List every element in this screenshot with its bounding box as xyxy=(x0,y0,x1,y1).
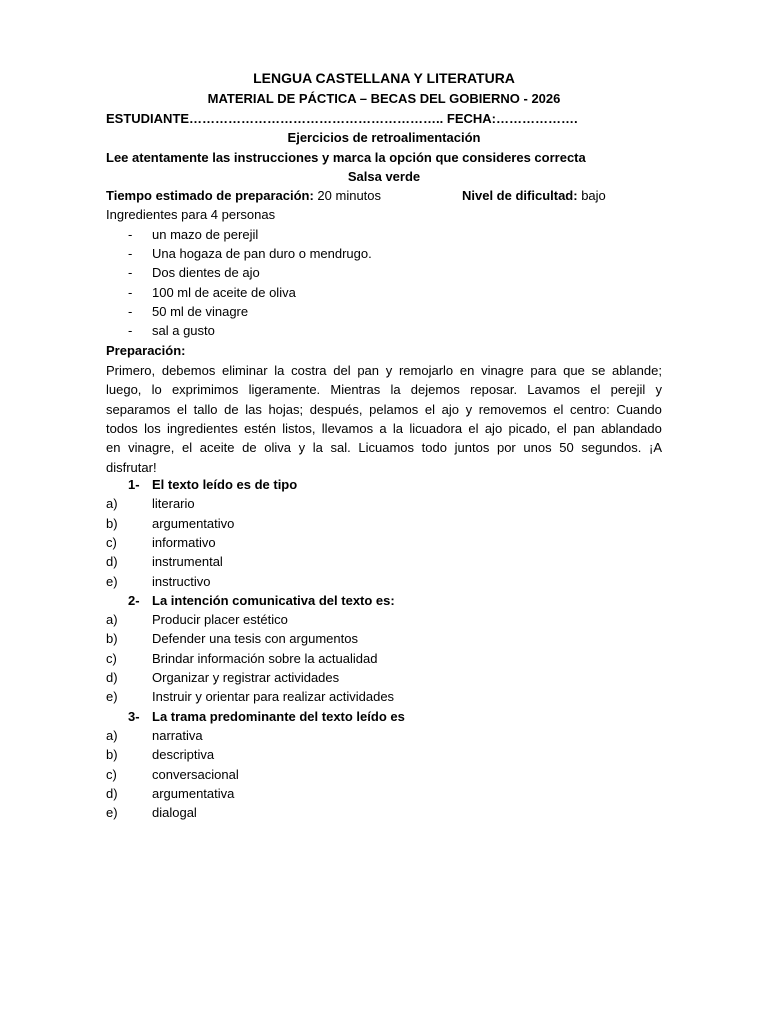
option-text: instrumental xyxy=(152,554,223,570)
option-letter: b) xyxy=(106,631,118,647)
option-letter: e) xyxy=(106,689,118,705)
option-letter: a) xyxy=(106,612,118,628)
dash-bullet-icon: - xyxy=(128,323,133,338)
time-label: Tiempo estimado de preparación: xyxy=(106,188,314,203)
option-letter: c) xyxy=(106,766,117,782)
question-text: La intención comunicativa del texto es: xyxy=(152,592,395,608)
ingredient-text: 50 ml de vinagre xyxy=(152,303,249,319)
question-text: La trama predominante del texto leído es xyxy=(152,708,405,724)
material-title: MATERIAL DE PÁCTICA – BECAS DEL GOBIERNO - 2026 xyxy=(207,91,561,106)
option-letter: c) xyxy=(106,534,117,550)
ingredient-text: 100 ml de aceite de oliva xyxy=(152,284,296,300)
option-text: Organizar y registrar actividades xyxy=(152,670,340,685)
dash-bullet-icon: - xyxy=(128,303,133,319)
option-letter: a) xyxy=(106,727,118,743)
servings-text: Ingredientes para 4 personas xyxy=(106,207,276,222)
instructions-text: Lee atentamente las instrucciones y marca la opción que consideres correcta xyxy=(106,150,586,165)
option-text: Producir placer estético xyxy=(152,612,288,628)
option-letter: c) xyxy=(106,650,117,666)
option-letter: d) xyxy=(106,554,118,570)
option-text: conversacional xyxy=(152,766,239,782)
preparation-line: Primero, debemos eliminar la costra del pan y remojarlo en vinagre para que se ablande; xyxy=(106,363,662,378)
dash-bullet-icon: - xyxy=(128,265,133,281)
level-value: bajo xyxy=(577,188,606,203)
option-letter: d) xyxy=(106,785,118,801)
ingredient-text: sal a gusto xyxy=(152,323,215,338)
dash-bullet-icon: - xyxy=(128,284,133,300)
question-number: 1- xyxy=(128,477,140,492)
option-text: Defender una tesis con argumentos xyxy=(152,631,358,647)
dash-bullet-icon: - xyxy=(128,227,133,242)
time-level-row xyxy=(106,188,662,204)
student-date-line: ESTUDIANTE………………………………………………….. FECHA:………………. xyxy=(106,111,578,126)
option-text: argumentativo xyxy=(152,515,235,531)
option-letter: d) xyxy=(106,670,118,685)
preparation-line: todos los ingredientes estén listos, llevamos a la licuadora el ajo picado, el pan ablandado xyxy=(106,420,662,436)
preparation-line: disfrutar! xyxy=(106,459,157,475)
time-value: 20 minutos xyxy=(313,188,382,203)
level-label: Nivel de dificultad: xyxy=(462,188,578,203)
ingredient-text: Dos dientes de ajo xyxy=(152,265,260,281)
preparation-line: en vinagre, el aceite de oliva y la sal. Licuamos todo juntos por unos 50 segundos. ¡A xyxy=(106,440,662,456)
question-text: El texto leído es de tipo xyxy=(152,477,298,492)
option-text: literario xyxy=(152,496,195,512)
option-text: instructivo xyxy=(152,573,211,589)
option-text: Instruir y orientar para realizar actividades xyxy=(152,689,395,705)
option-text: informativo xyxy=(152,534,216,550)
question-number: 2- xyxy=(128,592,140,608)
ingredient-text: un mazo de perejil xyxy=(152,227,259,242)
subject-title: LENGUA CASTELLANA Y LITERATURA xyxy=(253,70,515,86)
option-text: narrativa xyxy=(152,727,203,743)
question-number: 3- xyxy=(128,708,140,724)
recipe-title: Salsa verde xyxy=(347,169,421,184)
dash-bullet-icon: - xyxy=(128,246,133,262)
option-letter: e) xyxy=(106,573,118,589)
preparation-title: Preparación: xyxy=(106,343,186,358)
option-text: dialogal xyxy=(152,805,197,821)
option-text: argumentativa xyxy=(152,785,235,801)
option-text: descriptiva xyxy=(152,747,215,763)
preparation-line: separamos el tallo de las hojas; después, pelamos el ajo y removemos el centro: Cuando xyxy=(106,401,662,417)
preparation-line: luego, lo exprimimos ligeramente. Mientras la dejemos reposar. Lavamos el perejil y xyxy=(106,382,662,398)
option-letter: e) xyxy=(106,805,118,821)
option-letter: b) xyxy=(106,515,118,531)
option-letter: a) xyxy=(106,496,118,512)
option-text: Brindar información sobre la actualidad xyxy=(152,650,378,666)
ingredient-text: Una hogaza de pan duro o mendrugo. xyxy=(152,246,372,262)
option-letter: b) xyxy=(106,747,118,763)
section-title: Ejercicios de retroalimentación xyxy=(287,130,481,145)
